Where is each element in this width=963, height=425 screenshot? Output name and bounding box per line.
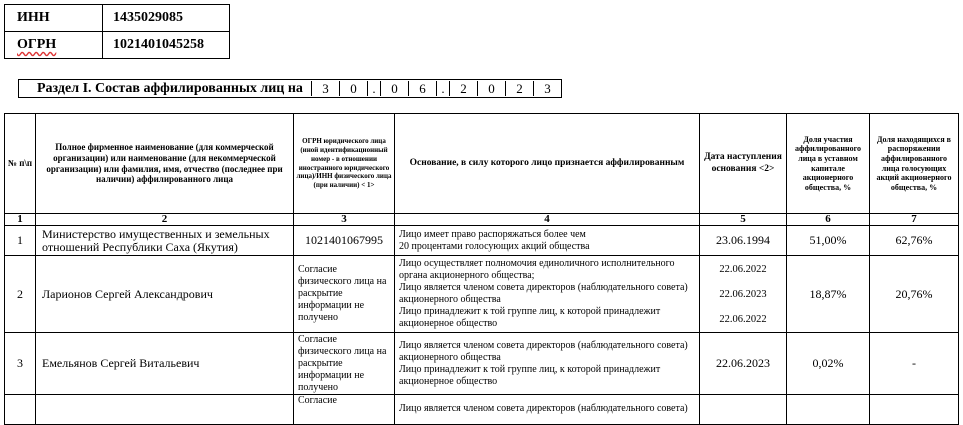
ogrn-label <box>5 32 103 59</box>
row-share-capital: 18,87% <box>787 256 870 333</box>
section-title: Раздел I. Состав аффилированных лиц на <box>37 80 303 96</box>
row-num: 1 <box>5 226 36 256</box>
section-heading <box>18 79 562 98</box>
identifiers-table <box>4 4 230 59</box>
affiliates-table <box>4 113 959 425</box>
basis-line: Лицо принадлежит к той группе лиц, к которой принадлежит акционерное общество <box>399 306 661 329</box>
basis-line: Лицо имеет право распоряжаться более чем <box>399 228 586 240</box>
basis-line: Лицо является членом совета директоров (наблюдательного совета) акционерного общества <box>399 282 688 305</box>
row-date: 23.06.1994 <box>700 226 787 256</box>
row-share-capital: 51,00% <box>787 226 870 256</box>
row-name: Ларионов Сергей Александрович <box>36 256 294 333</box>
row-basis <box>395 395 700 425</box>
column-number: 1 <box>5 214 36 226</box>
row-share-voting: 62,76% <box>870 226 959 256</box>
date-digit: 0 <box>339 81 367 96</box>
basis-line: Лицо осуществляет полномочия единоличного исполнительного органа акционерного общества; <box>399 258 675 281</box>
date-separator: . <box>436 81 449 96</box>
row-id: Согласие физического лица на раскрытие информации не получено <box>294 256 395 333</box>
header-id: ОГРН юридического лица (иной идентификационный номер - в отношении иностранного юридического лица)/ИНН физического лица (при наличии) < 1> <box>294 114 395 214</box>
basis-line: Лицо является членом совета директоров (наблюдательного совета) <box>399 403 688 414</box>
date-separator: . <box>367 81 380 96</box>
date-digit: 6 <box>408 81 436 96</box>
header-share-capital: Доля участия аффилированного лица в уставном капитале акционерного общества, % <box>787 114 870 214</box>
date-digit: 0 <box>477 81 505 96</box>
inn-label: ИНН <box>5 5 103 32</box>
row-num <box>5 395 36 425</box>
row-name <box>36 395 294 425</box>
column-number: 4 <box>395 214 700 226</box>
date-line: 22.06.2022 <box>719 313 767 325</box>
table-row <box>5 226 959 256</box>
row-num: 3 <box>5 333 36 395</box>
row-name: Емельянов Сергей Витальевич <box>36 333 294 395</box>
header-date: Дата наступления основания <2> <box>700 114 787 214</box>
table-row <box>5 395 959 425</box>
header-row <box>5 114 959 214</box>
header-share-voting: Доля находящихся в распоряжении аффилированного лица голосующих акций акционерного общества, % <box>870 114 959 214</box>
row-id: 1021401067995 <box>294 226 395 256</box>
ogrn-value: 1021401045258 <box>103 32 230 59</box>
column-number: 5 <box>700 214 787 226</box>
table-row <box>5 333 959 395</box>
date-digit: 0 <box>380 81 408 96</box>
basis-line: Лицо является членом совета директоров (наблюдательного совета) акционерного общества <box>399 339 688 363</box>
ogrn-row <box>5 32 230 59</box>
date-digit: 2 <box>449 81 477 96</box>
inn-value: 1435029085 <box>103 5 230 32</box>
row-basis <box>395 226 700 256</box>
date-digit: 3 <box>311 81 339 96</box>
date-digit: 3 <box>533 81 561 96</box>
row-share-capital: 0,02% <box>787 333 870 395</box>
basis-line: Лицо принадлежит к той группе лиц, к которой принадлежит акционерное общество <box>399 363 661 387</box>
row-basis <box>395 333 700 395</box>
row-num: 2 <box>5 256 36 333</box>
row-id: Согласие физического лица на раскрытие информации не получено <box>294 333 395 395</box>
header-num: № п\п <box>5 114 36 214</box>
row-dates <box>700 256 787 333</box>
row-date <box>700 395 787 425</box>
row-share-capital <box>787 395 870 425</box>
table-row <box>5 256 959 333</box>
date-line: 22.06.2023 <box>719 288 767 300</box>
column-number: 7 <box>870 214 959 226</box>
header-name: Полное фирменное наименование (для коммерческой организации) или наименование (для некоммерческой организации) или фамилия, имя, отчество (последнее при наличии) аффилированного лица <box>36 114 294 214</box>
row-date: 22.06.2023 <box>700 333 787 395</box>
column-number: 3 <box>294 214 395 226</box>
header-basis: Основание, в силу которого лицо признается аффилированным <box>395 114 700 214</box>
row-name: Министерство имущественных и земельных отношений Республики Саха (Якутия) <box>36 226 294 256</box>
date-digit: 2 <box>505 81 533 96</box>
row-share-voting <box>870 395 959 425</box>
row-basis <box>395 256 700 333</box>
column-number: 6 <box>787 214 870 226</box>
basis-line: 20 процентами голосующих акций общества <box>399 240 590 252</box>
row-share-voting: - <box>870 333 959 395</box>
row-id: Согласие <box>294 395 395 425</box>
inn-row <box>5 5 230 32</box>
column-number: 2 <box>36 214 294 226</box>
column-number-row <box>5 214 959 226</box>
ogrn-label-text: ОГРН <box>17 37 57 52</box>
row-share-voting: 20,76% <box>870 256 959 333</box>
date-line: 22.06.2022 <box>719 263 767 275</box>
